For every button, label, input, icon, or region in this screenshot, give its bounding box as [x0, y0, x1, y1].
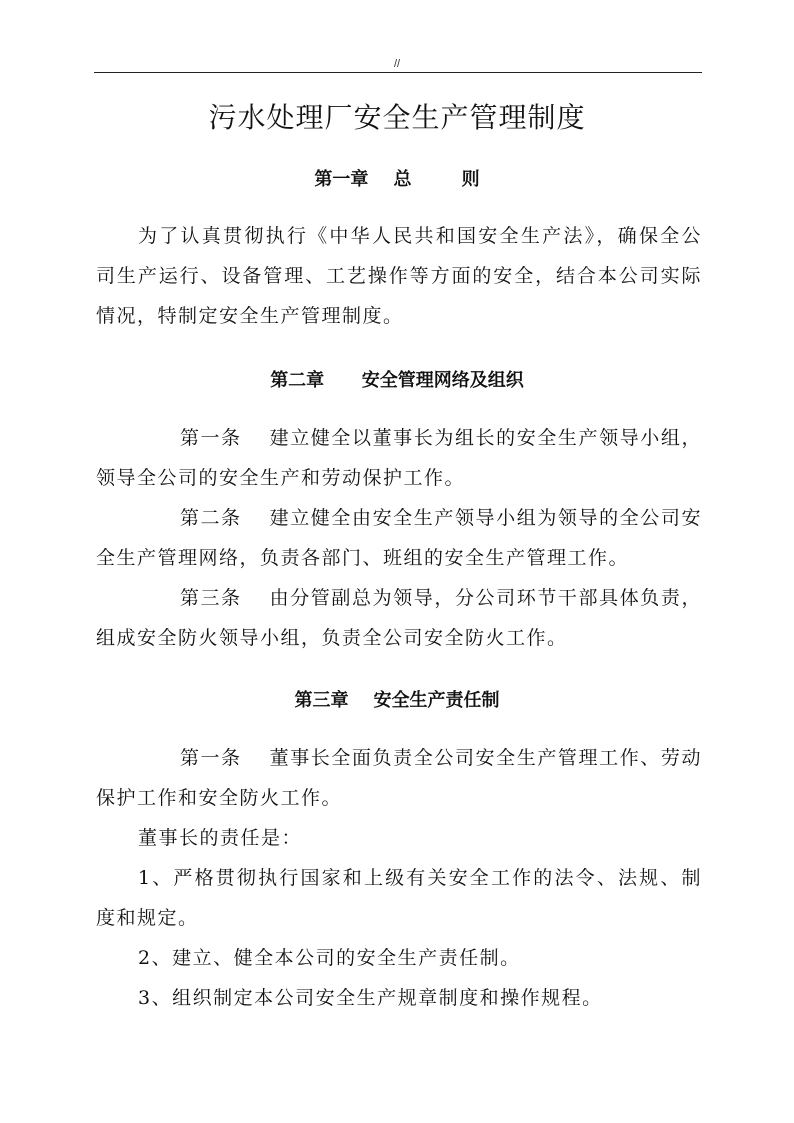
chapter-1-heading: 第一章 总 则: [314, 169, 480, 190]
chapter-3-heading: 第三章 安全生产责任制: [294, 690, 500, 711]
duty-item-1: 1、严格贯彻执行国家和上级有关安全工作的法令、法规、制度和规定。: [96, 867, 702, 929]
article-text: 董事长全面负责全公司安全生产管理工作、劳动保护工作和安全防火工作。: [96, 747, 702, 809]
duty-item-3: 3、组织制定本公司安全生产规章制度和操作规程。: [138, 987, 603, 1009]
article-number: 第一条: [180, 747, 242, 769]
chapter-1-paragraph: 为了认真贯彻执行《中华人民共和国安全生产法》，确保全公司生产运行、设备管理、工艺操作等方面的安全，结合本公司实际情况，特制定安全生产管理制度。: [96, 225, 702, 327]
header-rule: [94, 72, 702, 73]
article-number: 第二条: [180, 507, 242, 529]
document-title: 污水处理厂安全生产管理制度: [208, 101, 586, 134]
article-text: 建立健全由安全生产领导小组为领导的全公司安全生产管理网络，负责各部门、班组的安全生产管理工作。: [96, 507, 702, 569]
duty-item-2: 2、建立、健全本公司的安全生产责任制。: [138, 947, 521, 969]
article-text: 由分管副总为领导，分公司环节干部具体负责，组成安全防火领导小组，负责全公司安全防火工作。: [96, 587, 702, 649]
chapter-2-article-2: [96, 498, 702, 578]
chapter-2-article-3: [96, 578, 702, 658]
header-mark: //: [393, 58, 401, 70]
chapter-2-heading: 第二章 安全管理网络及组织: [270, 370, 524, 391]
chapter-2-article-1: [96, 418, 702, 498]
article-number: 第一条: [180, 427, 242, 449]
chapter-3-article-1: [96, 738, 702, 818]
article-text: 建立健全以董事长为组长的安全生产领导小组，领导全公司的安全生产和劳动保护工作。: [96, 427, 702, 489]
duties-intro: 董事长的责任是：: [138, 827, 303, 849]
article-number: 第三条: [180, 587, 242, 609]
